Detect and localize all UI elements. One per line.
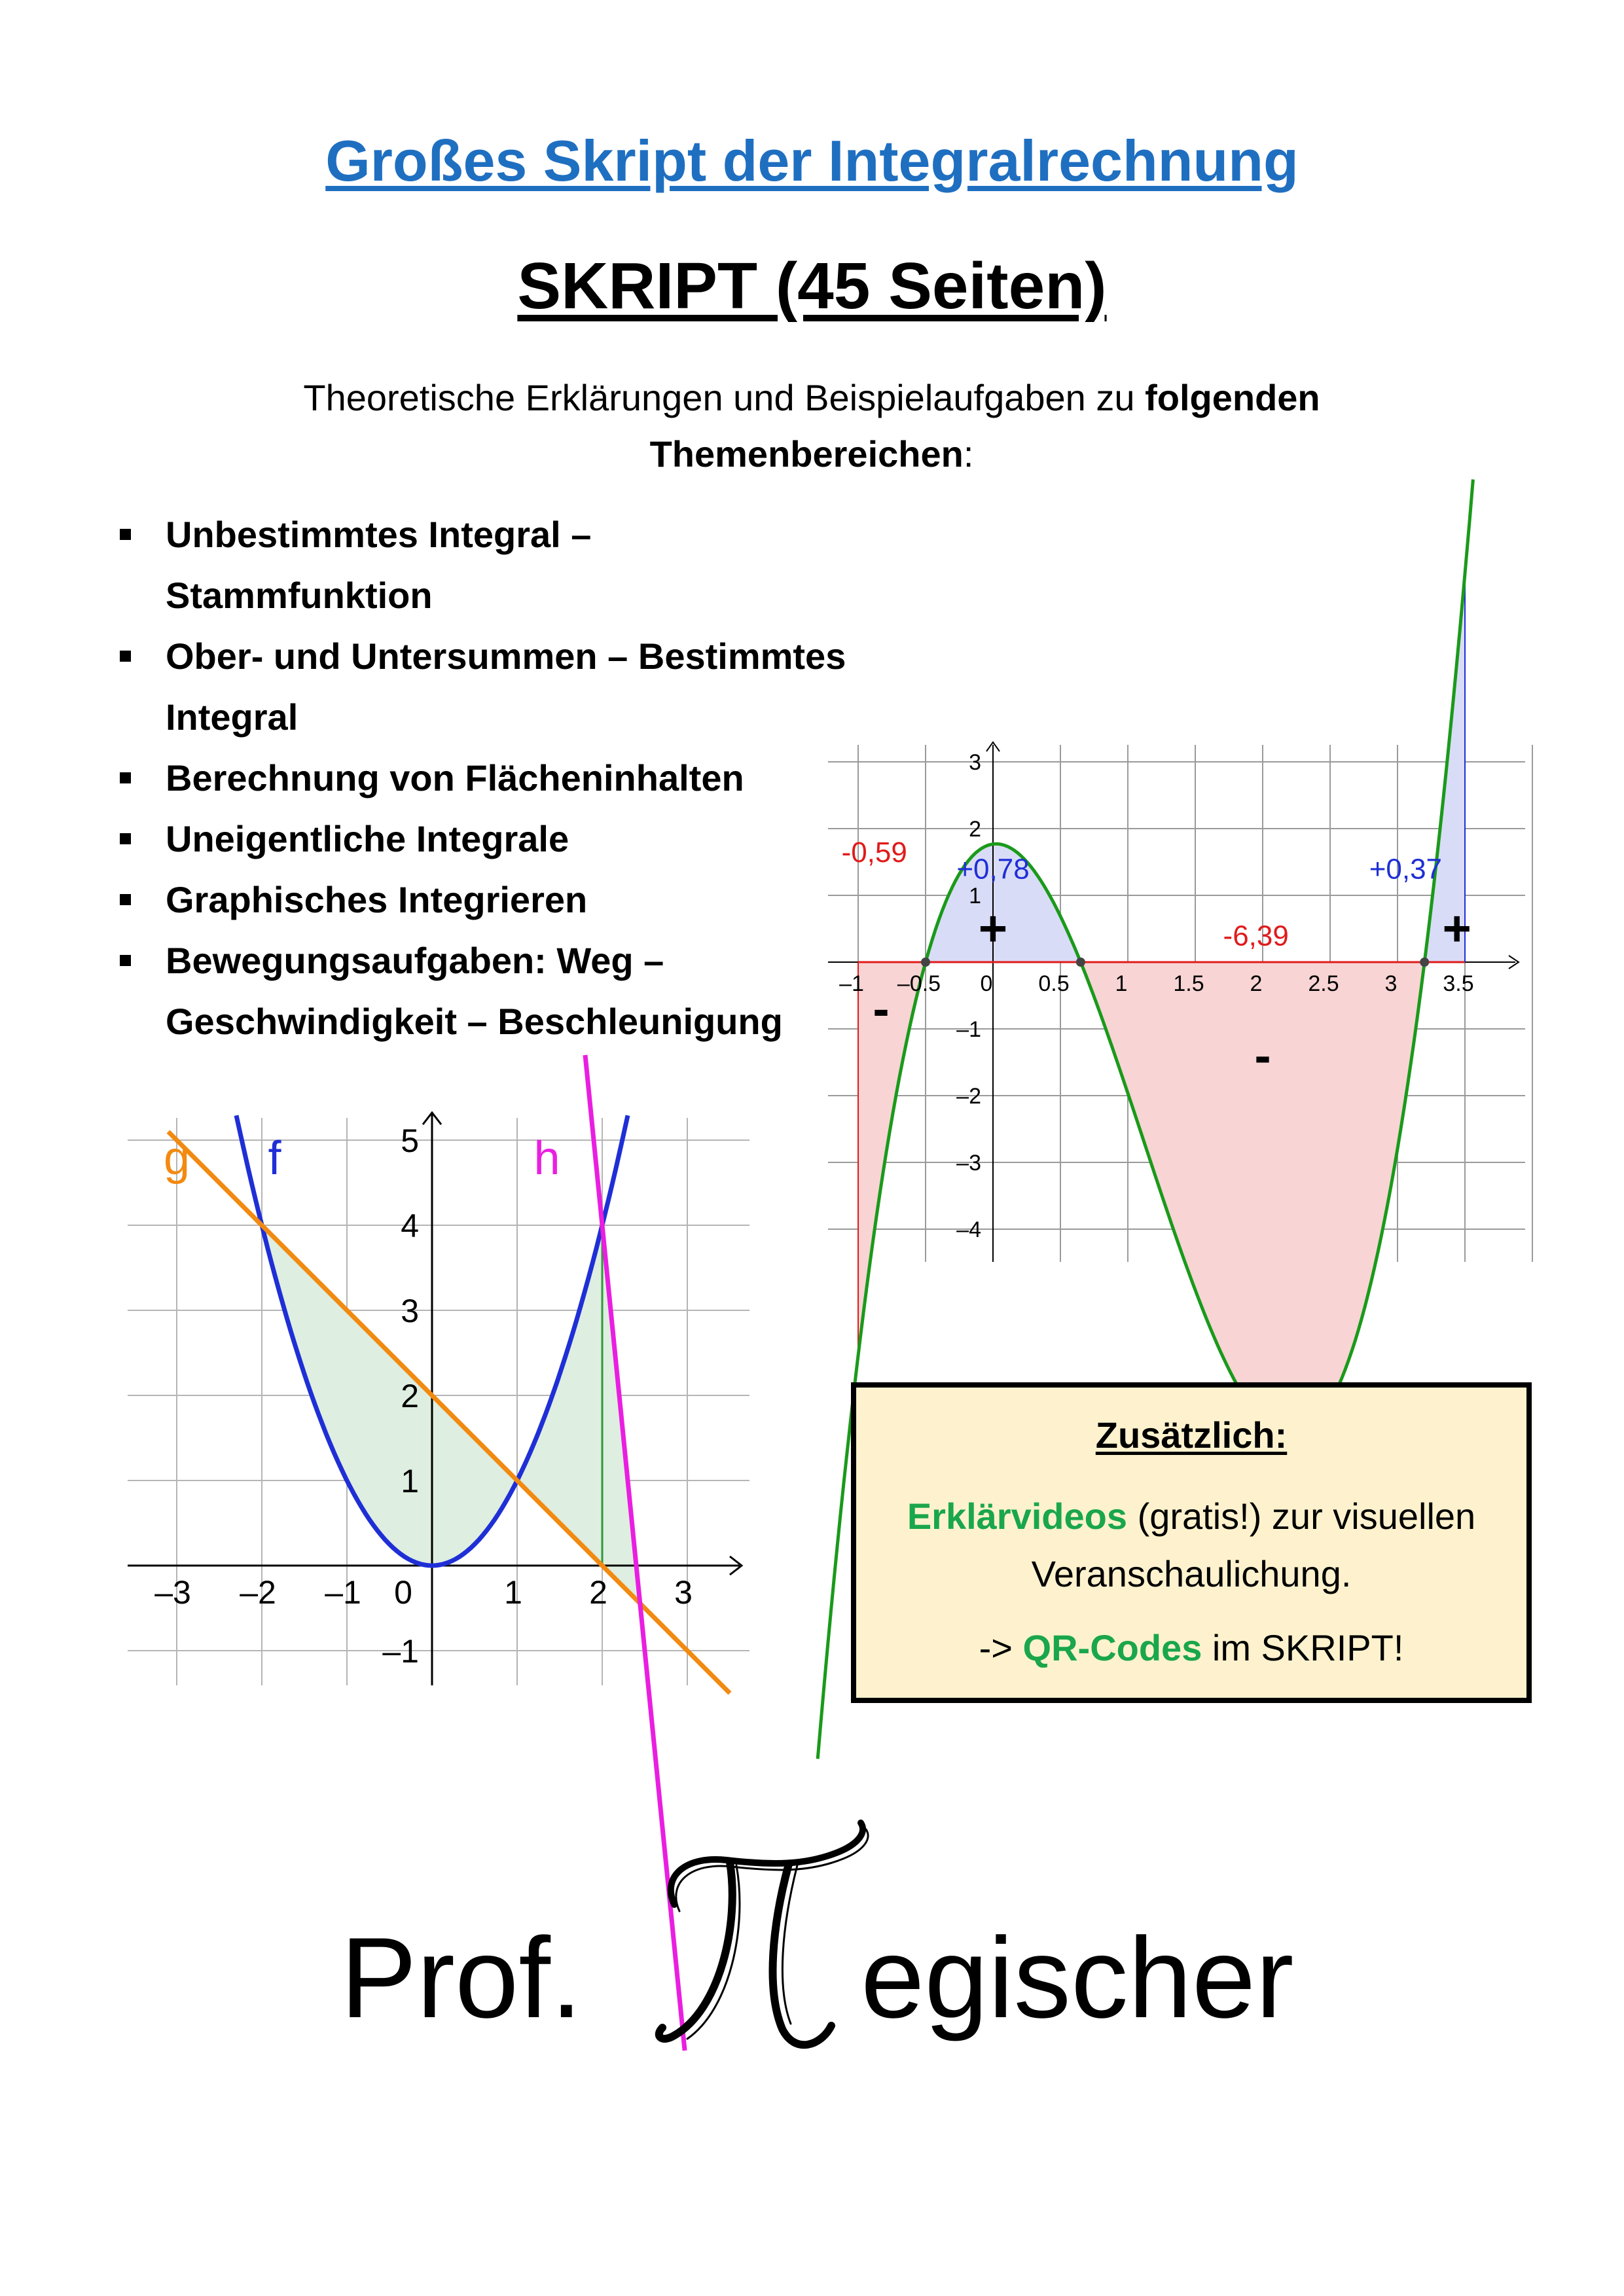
topic-item [115,747,867,808]
document-subtitle: SKRIPT (45 Seiten) [517,249,1107,323]
y-tick-label: 2 [969,817,981,842]
area-value-label: +0,78 [956,853,1030,886]
intro-end: : [963,433,974,475]
document-title: Großes Skript der Integralrechnung [325,128,1299,193]
y-tick-label: –1 [382,1633,419,1670]
y-tick-label: 1 [401,1463,419,1499]
negative-area-left [858,962,926,1355]
y-tick-label: 2 [401,1378,419,1414]
area-value-label: +0,37 [1369,853,1443,886]
y-tick-label: –1 [956,1017,981,1042]
area-sign-label: - [873,980,890,1037]
x-tick-label: 0 [980,971,993,996]
x-tick-label: 2 [589,1574,607,1611]
topic-text: Graphisches Integrieren [166,879,588,920]
zero-point [1076,958,1085,967]
logo-prefix: Prof. [340,1914,583,2042]
qr-text: im SKRIPT! [1202,1627,1404,1668]
qr-highlight: QR-Codes [1022,1627,1202,1668]
topic-item [115,504,867,626]
area-sign-label: + [978,901,1008,957]
intro-bold-2: Themenbereichen [649,433,964,475]
x-tick-label: 3 [674,1574,693,1611]
function-label: h [533,1132,560,1185]
area-value-label: -6,39 [1223,920,1289,952]
x-tick-label: –3 [154,1574,191,1611]
zero-point [1420,958,1429,967]
negative-area-middle [1081,962,1424,1437]
videos-text: (gratis!) zur visuellen Veranschaulichung. [1031,1496,1476,1594]
zero-point [921,958,930,967]
square-bullet-icon [120,529,131,540]
y-tick-label: –4 [956,1217,981,1242]
topic-item [115,626,867,747]
topic-text: Uneigentliche Integrale [166,818,569,859]
area-sign-label: + [1442,901,1471,957]
x-tick-label: –2 [240,1574,276,1611]
x-tick-label: 2.5 [1308,971,1339,996]
function-label: f [268,1132,281,1185]
logo-suffix: egischer [861,1914,1294,2042]
x-tick-label: –1 [839,971,864,996]
topic-list [115,504,867,1052]
x-tick-label: 1 [504,1574,522,1611]
x-tick-label: 3.5 [1443,971,1474,996]
info-box-qr [856,1626,1526,1669]
topic-text: Ober- und Untersummen – Bestimmtes Integral [166,636,846,738]
function-label: g [163,1132,190,1185]
y-tick-label: 3 [401,1293,419,1329]
y-tick-label: –2 [956,1084,981,1109]
topic-text: Unbestimmtes Integral – Stammfunktion [166,514,592,616]
area-value-label: -0,59 [841,836,907,869]
info-box-title: Zusätzlich: [1095,1414,1288,1456]
x-tick-label: 3 [1384,971,1398,996]
x-tick-label: 1.5 [1173,971,1204,996]
x-tick-label: 0.5 [1038,971,1070,996]
y-tick-label: 1 [969,884,981,908]
y-tick-label: 4 [401,1208,419,1244]
cubic-area-graph [828,740,1551,1289]
x-tick-label: 2 [1250,971,1263,996]
intro-bold-1: folgenden [1145,377,1320,418]
author-logo [340,1820,1322,2094]
area-sign-label: - [1254,1028,1271,1084]
intro-text [196,370,1427,482]
square-bullet-icon [120,894,131,905]
y-tick-label: 3 [969,750,981,775]
pi-symbol-icon [648,1820,871,2081]
qr-prefix: -> [979,1627,1023,1668]
square-bullet-icon [120,772,131,783]
topic-item [115,808,867,869]
square-bullet-icon [120,833,131,844]
topic-text: Bewegungsaufgaben: Weg – [166,940,664,981]
topic-text: Berechnung von Flächeninhalten [166,757,744,798]
intro-plain: Theoretische Erklärungen und Beispielaufgaben zu [303,377,1146,418]
square-bullet-icon [120,955,131,966]
x-tick-label: –1 [325,1574,361,1611]
topic-item [115,869,867,930]
area-between-curves-graph [128,1106,756,1695]
info-box [851,1382,1532,1703]
videos-highlight: Erklärvideos [907,1496,1128,1537]
topic-text-continued: Geschwindigkeit – Beschleunigung [166,1001,783,1042]
topic-item [115,930,867,1052]
x-tick-label: –0.5 [897,971,941,996]
x-tick-label: 1 [1115,971,1128,996]
y-tick-label: –3 [956,1151,981,1175]
y-tick-label: 5 [401,1122,419,1159]
square-bullet-icon [120,651,131,662]
info-box-videos [856,1488,1526,1603]
x-tick-label: 0 [394,1574,412,1611]
